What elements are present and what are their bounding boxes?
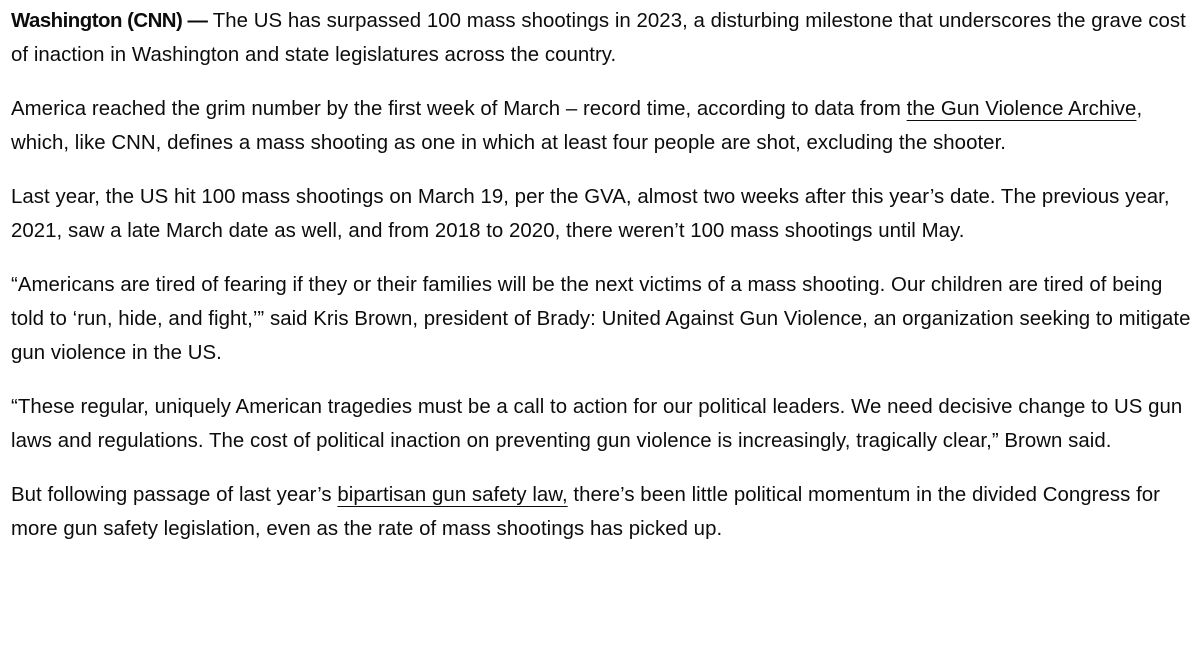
paragraph-4: “Americans are tired of fearing if they or their families will be the next victims of a mass shooting. Our children are tired of being told to ‘run, hide, and fight,’” said Kris Brown, president of Brady: United Against Gun Violence, an organization seeking to mitigate gun violence in the US. xyxy=(11,274,1191,364)
paragraph-6-text-before: But following passage of last year’s xyxy=(11,484,338,506)
article-body xyxy=(11,4,1193,566)
paragraph-5: “These regular, uniquely American tragedies must be a call to action for our political leaders. We need decisive change to US gun laws and regulations. The cost of political inaction on preventing gun violence is increasingly, tragically clear,” Brown said. xyxy=(11,396,1183,452)
paragraph-2 xyxy=(11,92,1193,160)
paragraph-6 xyxy=(11,478,1193,546)
dateline: Washington (CNN) — xyxy=(11,10,208,32)
paragraph-1 xyxy=(11,4,1193,72)
paragraph-1-text: The US has surpassed 100 mass shootings in 2023, a disturbing milestone that underscores the grave cost of inaction in Washington and state legislatures across the country. xyxy=(11,10,1186,66)
bipartisan-gun-safety-law-link[interactable]: bipartisan gun safety law, xyxy=(337,484,568,506)
paragraph-6-text-after: there’s been little political momentum in the divided Congress for more gun safety legislation, even as the rate of mass shootings has picked up. xyxy=(11,484,1161,540)
paragraph-2-text-before: America reached the grim number by the first week of March – record time, according to data from xyxy=(11,98,907,120)
paragraph-3: Last year, the US hit 100 mass shootings on March 19, per the GVA, almost two weeks after this year’s date. The previous year, 2021, saw a late March date as well, and from 2018 to 2020, there weren’t 100 mass shootings until May. xyxy=(11,186,1170,242)
paragraph-2-text-after: , which, like CNN, defines a mass shooting as one in which at least four people are shot, excluding the shooter. xyxy=(11,98,1143,154)
gun-violence-archive-link[interactable]: the Gun Violence Archive xyxy=(906,98,1137,120)
